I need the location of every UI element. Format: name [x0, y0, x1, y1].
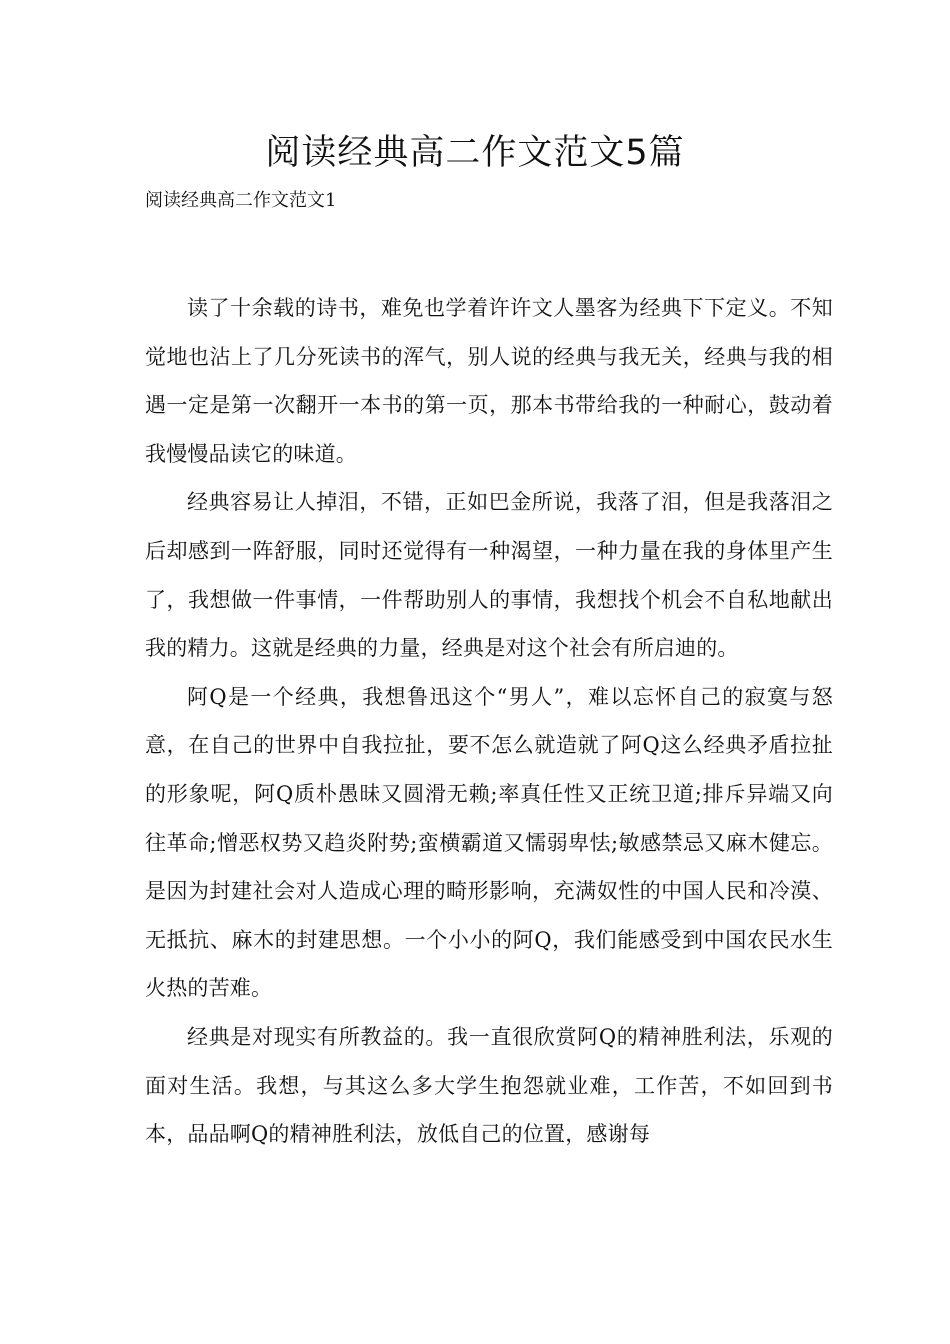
- essay-paragraph-2: 经典容易让人掉泪，不错，正如巴金所说，我落了泪，但是我落泪之后却感到一阵舒服，同时还觉得有一种渴望，一种力量在我的身体里产生了，我想做一件事情，一件帮助别人的事情，我想找个机会不自私地献出我的精力。这就是经典的力量，经典是对这个社会有所启迪的。: [145, 490, 833, 661]
- essay-paragraph-4: 经典是对现实有所教益的。我一直很欣赏阿Q的精神胜利法，乐观的面对生活。我想，与其这么多大学生抱怨就业难，工作苦，不如回到书本，品品啊Q的精神胜利法，放低自己的位置，感谢每: [145, 1024, 833, 1147]
- document-title: 阅读经典高二作文范文5篇: [265, 133, 685, 173]
- essay-body: [145, 284, 833, 1159]
- essay-paragraph-3: 阿Q是一个经典，我想鲁迅这个“男人”，难以忘怀自己的寂寞与怒意，在自己的世界中自我拉扯，要不怎么就造就了阿Q这么经典矛盾拉扯的形象呢，阿Q质朴愚昧又圆滑无赖;率真任性又正统卫道;排斥异端又向往革命;憎恶权势又趋炎附势;蛮横霸道又懦弱卑怯;敏感禁忌又麻木健忘。是因为封建社会对人造成心理的畸形影响，充满奴性的中国人民和冷漠、无抵抗、麻木的封建思想。一个小小的阿Q，我们能感受到中国农民水生火热的苦难。: [145, 684, 833, 1001]
- document-subtitle: 阅读经典高二作文范文1: [145, 190, 337, 211]
- essay-paragraph-1: 读了十余载的诗书，难免也学着许许文人墨客为经典下下定义。不知觉地也沾上了几分死读书的浑气，别人说的经典与我无关，经典与我的相遇一定是第一次翻开一本书的第一页，那本书带给我的一种耐心，鼓动着我慢慢品读它的味道。: [145, 296, 833, 466]
